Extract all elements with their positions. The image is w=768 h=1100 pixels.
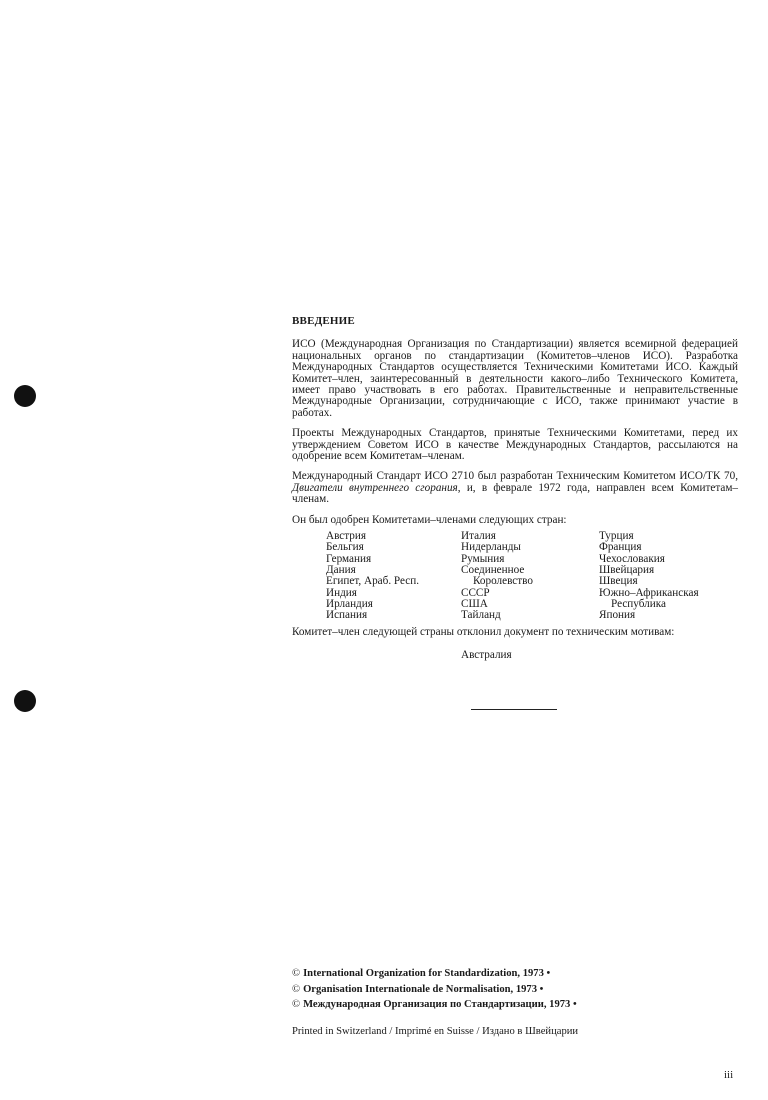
copyright-line-2: © Organisation Internationale de Normalisation, 1973 • [292, 983, 544, 995]
copyright-line-3: © Международная Организация по Стандартизации, 1973 • [292, 999, 577, 1010]
intro-paragraph-2: Проекты Международных Стандартов, принятые Техническими Комитетами, перед их утверждением Советом ИСО в качестве Международных Стандартов, рассылаются на одобрение всем Комитетам–членам. [292, 427, 738, 463]
country-item: Румыния [461, 552, 505, 565]
country-item: Франция [599, 541, 642, 554]
country-item: Италия [461, 530, 496, 543]
section-divider [471, 709, 557, 710]
country-item: Австрия [326, 530, 367, 543]
country-item: Ирландия [326, 597, 373, 610]
introduction-section [292, 316, 738, 661]
country-item: Южно–Африканская [599, 586, 699, 599]
countries-column-3 [599, 531, 746, 621]
para3-end: , и, в феврале 1972 года, направлен всем Комитетам–членам. [292, 481, 738, 506]
para3-start: Международный Стандарт ИСО 2710 был разработан Техническим Комитетом ИСО/ТК 70, [292, 470, 738, 483]
country-item: Нидерланды [461, 541, 521, 554]
country-item: Египет, Араб. Респ. [326, 575, 419, 588]
country-item: Япония [599, 609, 636, 622]
country-item: СССР [461, 586, 490, 599]
copyright-symbol: © [292, 968, 301, 979]
country-item: Республика [611, 597, 666, 610]
country-item: Королевство [473, 575, 533, 588]
country-item: Германия [326, 552, 372, 565]
country-item: Чехословакия [599, 552, 665, 565]
country-item: Индия [326, 586, 357, 599]
country-item: Швейцария [599, 563, 655, 576]
rejection-country: Австралия [461, 649, 512, 662]
rejection-intro: Комитет–член следующей страны отклонил документ по техническим мотивам: [292, 626, 675, 639]
binder-hole-bottom [14, 690, 36, 712]
approval-intro: Он был одобрен Комитетами–членами следующих стран: [292, 513, 567, 526]
para3-committee-title: Двигатели внутреннего сгорания [292, 481, 458, 494]
copyright-block [292, 966, 577, 1013]
country-item: Швеция [599, 575, 638, 588]
country-item: Бельгия [326, 541, 364, 554]
country-item: Турция [599, 530, 634, 543]
intro-paragraph-1: ИСО (Международная Организация по Стандартизации) является всемирной федерацией национальных органов по стандартизации (Комитетов–членов ИСО). Разработка Международных Стандартов осуществляется Техническими Комитетами ИСО. Каждый Комитет–член, заинтересованный в деятельности какого–либо Технического Комитета, имеет право участвовать в его работах. Правительственные и неправительственные Международные Организации, сотрудничающие с ИСО, также принимают участие в работах. [292, 338, 738, 419]
country-item: Тайланд [461, 609, 501, 622]
copyright-symbol: © [292, 983, 301, 995]
introduction-heading: ВВЕДЕНИЕ [292, 315, 355, 327]
country-item: Испания [326, 609, 368, 622]
copyright-symbol: © [292, 999, 301, 1010]
countries-column-1 [326, 531, 461, 621]
intro-paragraph-3 [292, 471, 738, 505]
countries-column-2 [461, 531, 599, 621]
country-item: Соединенное [461, 563, 525, 576]
page-number: iii [724, 1069, 734, 1081]
country-item: Дания [326, 563, 356, 576]
printed-in-line: Printed in Switzerland / Imprimé en Suisse / Издано в Швейцарии [292, 1026, 579, 1037]
binder-hole-top [14, 385, 36, 407]
copyright-line-1: © International Organization for Standardization, 1973 • [292, 968, 551, 979]
approving-countries-list [326, 531, 746, 621]
country-item: США [461, 597, 488, 610]
